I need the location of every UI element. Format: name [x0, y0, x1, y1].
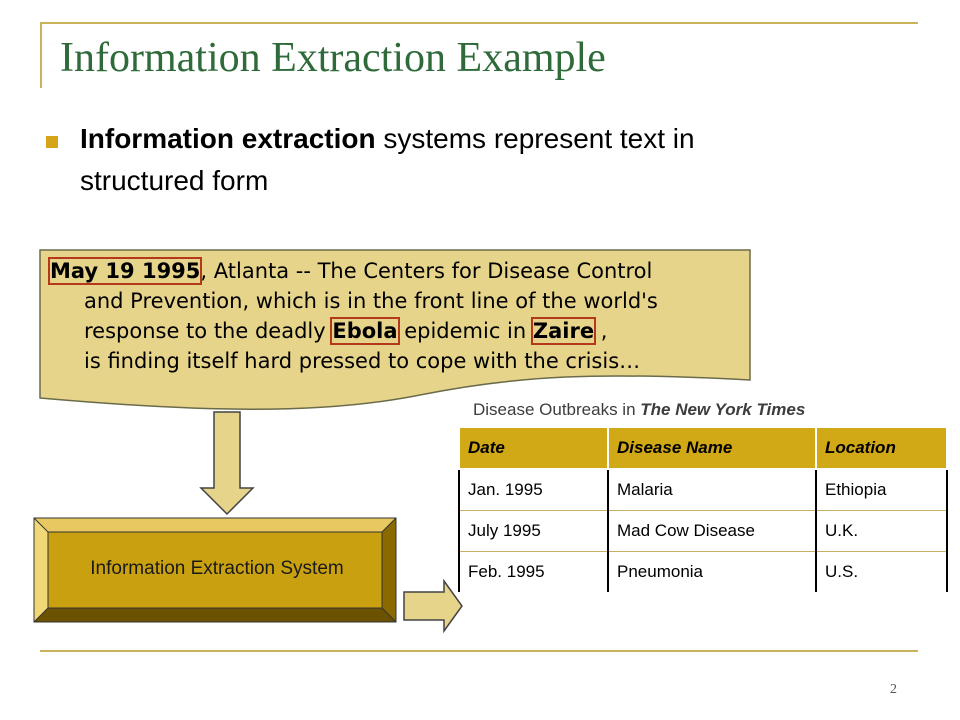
article-line1-rest: , Atlanta -- The Centers for Disease Control: [200, 259, 653, 283]
extraction-system-label: Information Extraction System: [90, 558, 344, 579]
cell-date: July 1995: [459, 511, 608, 552]
header-date: Date: [459, 427, 608, 469]
highlight-disease: Ebola: [332, 319, 398, 343]
highlight-date: May 19 1995: [50, 259, 201, 283]
cell-location: U.K.: [816, 511, 947, 552]
cell-date: Jan. 1995: [459, 469, 608, 511]
cell-location: Ethiopia: [816, 469, 947, 511]
article-line-2: and Prevention, which is in the front line of the world's: [84, 289, 658, 313]
table-row: [459, 552, 947, 593]
table-caption-source: The New York Times: [640, 400, 806, 419]
article-line3-pre: response to the deadly: [84, 319, 333, 343]
table-header-row: [459, 427, 947, 469]
down-arrow-icon: [201, 412, 253, 514]
page-number: 2: [890, 682, 897, 697]
outbreaks-table: [458, 426, 948, 592]
bullet-rest-line1: systems represent text in: [375, 123, 695, 154]
header-disease-name: Disease Name: [608, 427, 816, 469]
highlight-location: Zaire: [532, 319, 595, 343]
cell-disease: Malaria: [608, 469, 816, 511]
article-line3-post: ,: [594, 319, 608, 343]
cell-disease: Mad Cow Disease: [608, 511, 816, 552]
right-arrow-icon: [404, 581, 462, 631]
table-row: [459, 511, 947, 552]
header-location: Location: [816, 427, 947, 469]
bullet-line2: structured form: [80, 165, 269, 196]
outbreaks-table-wrap: [458, 426, 946, 592]
article-line3-mid: epidemic in: [397, 319, 533, 343]
cell-date: Feb. 1995: [459, 552, 608, 593]
article-text: [50, 256, 750, 376]
cell-location: U.S.: [816, 552, 947, 593]
article-line-4: is finding itself hard pressed to cope with the crisis…: [84, 349, 641, 373]
article-line-1: [50, 256, 750, 286]
table-caption-prefix: Disease Outbreaks in: [473, 400, 641, 419]
article-line-3: [50, 316, 750, 346]
table-row: [459, 469, 947, 511]
bullet-bold-term: Information extraction: [80, 123, 376, 154]
slide-title: Information Extraction Example: [60, 35, 606, 81]
cell-disease: Pneumonia: [608, 552, 816, 593]
table-caption: [473, 400, 805, 420]
